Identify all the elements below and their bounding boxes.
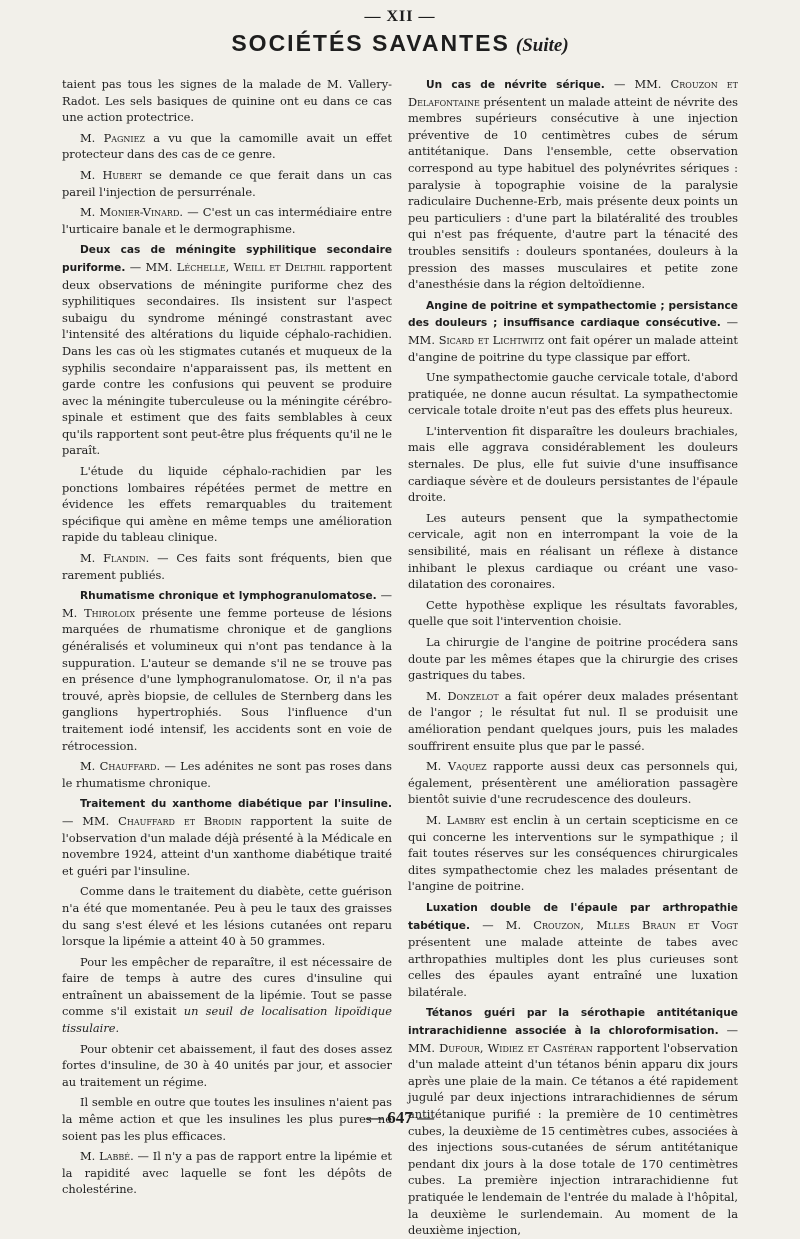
paragraph: M. Pagniez a vu que la camomille avait un effet protecteur dans des cas de ce genre. [62,130,392,162]
left-column [62,76,393,1197]
paragraph: Pour les empêcher de reparaître, il est nécessaire de faire de temps à autre des cures d'insuline qui entraînent un abaissement de la lipémie. Tout se passe comme s'il existait un seuil de localisation lipoïdique tissulaire. [62,954,392,1036]
paragraph: M. Lambry est enclin à un certain scepticisme en ce qui concerne les interventions sur le sympathique ; il fait toutes réserves sur les conséquences chirurgicales dites sympathectomie chez les malades présentant de l'angine de poitrine. [408,812,738,894]
paragraph: La chirurgie de l'angine de poitrine procédera sans doute par les mêmes étapes que la chirurgie des crises gastriques du tabes. [408,635,738,683]
section-title: Traitement du xanthome diabétique par l'insuline. [80,798,392,811]
section-title: Tétanos guéri par la sérothapie antitétanique intrarachidienne associée à la chloroformisation. [408,1007,738,1038]
section-header [0,30,800,57]
paragraph: Cette hypothèse explique les résultats favorables, quelle que soit l'intervention choisie. [408,597,738,629]
paragraph: Il semble en outre que toutes les insulines n'aient pas la même action et que les insulines les plus pures ne soient pas les plus efficaces. [62,1095,392,1143]
section-tetanos: Tétanos guéri par la sérothapie antitétanique intrarachidienne associée à la chloroformisation. — MM. Dufour, Widiez et Castéran rapportent l'observation d'un malade atteint d'un tétanos bénin apparu dix jours après une plaie de la main. Ce tétanos a été rapidement jugulé par deux injections intrarachidiennes de sérum antitétanique purifié : la première de 10 centimètres cubes, la deuxième de 15 centimètres cubes, associées à des injections sous-cutanées de sérum antitétanique pendant dix jours à la dose totale de 170 centimètres cubes. La première injection intrarachidienne fut pratiquée le lendemain de l'entrée du malade à l'hôpital, la deuxième le surlendemain. Au moment de la deuxième injection, [408,1007,738,1238]
paragraph: M. Monier-Vinard. — C'est un cas intermédiaire entre l'urticaire banale et le dermographisme. [62,205,392,236]
section-title: Deux cas de méningite syphilitique secondaire puriforme. [62,244,392,274]
paragraph: taient pas tous les signes de la malade de M. Vallery-Radot. Les sels basiques de quinine ont eu dans ce cas une action protectrice. [62,77,392,125]
paragraph: L'intervention fit disparaître les douleurs brachiales, mais elle aggrava considérablement les douleurs sternales. De plus, elle fut suivie d'une insuffisance cardiaque sévère et de douleurs persistantes de l'épaule droite. [408,423,738,505]
section-luxation: Luxation double de l'épaule par arthropathie tabétique. — M. Crouzon, Mlles Braun et Vogt présentent une malade atteinte de tabes avec arthropathies multiples dont les plus curieuses sont celles des épaules ayant entraîné une luxation bilatérale. [408,901,738,999]
paragraph: Les auteurs pensent que la sympathectomie cervicale, agit non en interrompant la voie de la sensibilité, mais en réalisant un réflexe à distance inhibant le plexus cardiaque ou créant une vaso-dilatation des coronaires. [408,510,738,592]
section-xanthome: Traitement du xanthome diabétique par l'insuline. — MM. Chauffard et Brodin rapportent la suite de l'observation d'un malade déjà présenté à la Médicale en novembre 1924, atteint d'un xanthome diabétique traité et guéri par l'insuline. [62,798,392,878]
paragraph: M. Vaquez rapporte aussi deux cas personnels qui, également, présentèrent une amélioration passagère bientôt suivie d'une recrudescence des douleurs. [408,759,738,807]
page-number: — 647 — [366,1108,434,1127]
paragraph: M. Hubert se demande ce que ferait dans un cas pareil l'injection de persurrénale. [62,167,392,199]
section-meningite: Deux cas de méningite syphilitique secondaire puriforme. — MM. Léchelle, Weill et Delthil rapportent deux observations de méningite puriforme chez des syphilitiques secondaires. Ils insistent sur l'aspect subaigu du syndrome méningé constrastant avec l'intensité des altérations du liquide céphalo-rachidien. Dans les cas où les stigmates cutanés et muqueux de la syphilis secondaire n'apparaissent pas, ils mettent en garde contre les confusions qui peuvent se produire avec la méningite tuberculeuse ou la méningite cérébro-spinale et estiment que des faits semblables à ceux qu'ils rapportent sont peut-être plus fréquents qu'il ne le paraît. [62,244,392,458]
section-title: Luxation double de l'épaule par arthropathie tabétique. [408,901,738,932]
paragraph: Une sympathectomie gauche cervicale totale, d'abord pratiquée, ne donne aucun résultat. La sympathectomie cervicale totale droite n'eut pas des effets plus heureux. [408,370,738,418]
section-nevrite: Un cas de névrite sérique. — MM. Crouzon et Delafontaine présentent un malade atteint de névrite des membres supérieurs consécutive à une injection préventive de 10 centimètres cubes de sérum antitétanique. Dans l'ensemble, cette observation correspond au type habituel des polynévrites sériques : paralysie à topographie voisine de la paralysie radiculaire Duchenne-Erb, mais présente deux points un peu particuliers : d'une part la bilatéralité des troubles qui n'est pas fréquente, d'autre part la ténacité des troubles sensitifs : douleurs spontanées, douleurs à la pression des masses musculaires et petite zone d'anesthésie dans la région deltoïdienne. [408,77,738,292]
paragraph: Pour obtenir cet abaissement, il faut des doses assez fortes d'insuline, de 30 à 40 unités par jour, et associer au traitement un régime. [62,1041,392,1089]
paragraph: M. Flandin. — Ces faits sont fréquents, bien que rarement publiés. [62,551,393,582]
section-rhumatisme: Rhumatisme chronique et lymphogranulomatose. — M. Thiroloix présente une femme porteuse de lésions marquées de rhumatisme chronique et de ganglions généralisés et volumineux qui n'ont pas tendance à la suppuration. L'auteur se demande s'il ne se trouve pas en présence d'une lymphogranulomatose. Or, il n'a pas trouvé, après biopsie, de cellules de Sternberg dans les ganglions hypertrophiés. Sous l'influence d'un traitement iodé intensif, les accidents sont en voie de rétrocession. [62,588,393,753]
section-title: Angine de poitrine et sympathectomie ; persistance des douleurs ; insuffisance cardiaque consécutive. [408,299,738,330]
paragraph: M. Labbé. — Il n'y a pas de rapport entre la lipémie et la rapidité avec laquelle se font les dépôts de cholestérine. [62,1149,393,1197]
section-angine: Angine de poitrine et sympathectomie ; persistance des douleurs ; insuffisance cardiaque consécutive. — MM. Sicard et Lichtwitz ont fait opérer un malade atteint d'angine de poitrine du type classique par effort. [408,299,739,364]
section-title: Rhumatisme chronique et lymphogranulomatose. [80,590,377,603]
paragraph: M. Donzelot a fait opérer deux malades présentant de l'angor ; le résultat fut nul. Il se produisit une amélioration pendant quelques jours, puis les malades souffrirent ensuite plus que par le passé. [408,688,738,753]
header-title: SOCIÉTÉS SAVANTES [231,30,510,56]
section-title: Un cas de névrite sérique. [426,79,605,91]
header-suite: (Suite) [515,35,569,56]
top-folio: — XII — [364,8,436,25]
paragraph: L'étude du liquide céphalo-rachidien par les ponctions lombaires répétées permet de mettre en évidence les effets remarquables du traitement spécifique qui amène en même temps une amélioration rapide du tableau clinique. [62,464,392,545]
right-column [408,76,739,1238]
paragraph: Comme dans le traitement du diabète, cette guérison n'a été que momentanée. Peu à peu le taux des graisses du sang s'est élevé et les lésions cutanées ont reparu lorsque la lipémie a atteint 40 à 50 grammes. [62,884,392,949]
paragraph: M. Chauffard. — Les adénites ne sont pas roses dans le rhumatisme chronique. [62,759,392,790]
